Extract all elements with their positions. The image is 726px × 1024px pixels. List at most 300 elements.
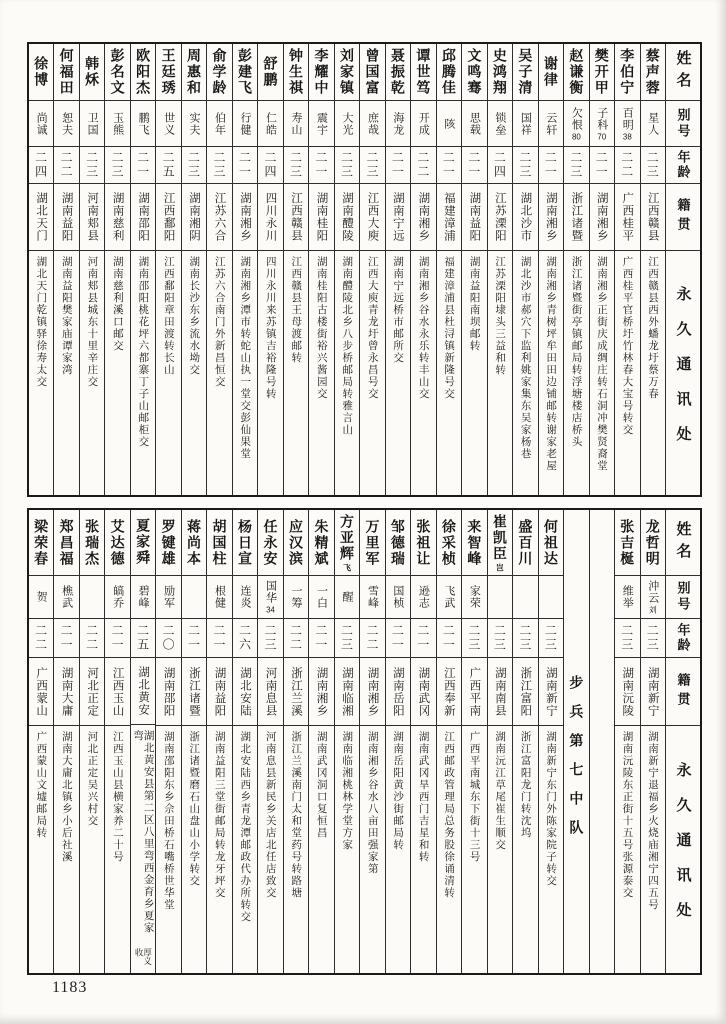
section-label: 步兵第七中队 xyxy=(568,674,585,849)
person-alias-cell xyxy=(80,576,104,619)
person-age-cell: 二一 xyxy=(309,619,333,658)
person-age-cell: 二四 xyxy=(258,147,282,184)
person-alias-text: 思载 xyxy=(468,111,481,136)
person-name-text: 方亚辉 xyxy=(338,513,355,562)
spacer-column xyxy=(589,510,614,973)
person-alias-cell xyxy=(641,101,665,147)
person-native-place-cell: 湖南湘乡 xyxy=(590,184,614,251)
person-address-cell xyxy=(182,251,206,495)
person-native-place-cell: 湖南湘乡 xyxy=(233,184,257,251)
person-name-text: 任永安 xyxy=(262,518,279,567)
person-address-cell xyxy=(615,726,639,973)
person-age-cell: 二一 xyxy=(386,147,410,184)
person-native-place-cell: 湖南临湘 xyxy=(335,658,359,726)
person-native-place-cell: 湖南沅陵 xyxy=(615,658,639,726)
person-address-cell xyxy=(182,726,206,973)
person-address-cell xyxy=(131,725,155,973)
person-alias-note: 70 xyxy=(597,132,607,141)
section-label-column xyxy=(563,510,588,973)
person-alias-text: 皜乔 xyxy=(111,585,124,609)
person-address-cell xyxy=(54,251,78,495)
person-address-text: 江西大庾青龙圩曾永昌号交 xyxy=(366,256,379,400)
person-name-cell xyxy=(615,510,639,576)
person-age-cell: 二三 xyxy=(360,147,384,184)
person-native-place-cell: 江西鄱阳 xyxy=(156,184,180,251)
person-name-text: 史鸿翔 xyxy=(491,48,508,96)
person-native-place-cell: 河北正定 xyxy=(80,658,104,726)
person-alias-cell xyxy=(462,101,486,147)
person-address-cell xyxy=(284,726,308,973)
person-alias-cell xyxy=(615,101,639,147)
person-age-cell: 二一 xyxy=(437,147,461,184)
person-address-cell xyxy=(590,251,614,495)
person-name-cell xyxy=(641,44,665,101)
person-age-cell: 二六 xyxy=(233,619,257,658)
person-native-place-cell: 湖南大庸 xyxy=(54,658,78,726)
person-address-cell xyxy=(80,251,104,495)
person-address-text: 湖南益阳樊家庙谭家湾 xyxy=(60,256,73,376)
person-address-cell xyxy=(105,726,129,973)
person-age-cell: 二三 xyxy=(182,147,206,184)
person-alias-cell xyxy=(309,576,333,619)
person-address-cell xyxy=(488,726,512,973)
person-name-cell xyxy=(437,510,461,576)
person-column xyxy=(538,44,563,495)
person-native-place-cell: 浙江诸暨 xyxy=(564,184,588,251)
person-address-text: 湖南大庸北镇乡小后社溪 xyxy=(60,731,73,863)
person-native-place-cell: 江苏六合 xyxy=(207,184,231,251)
person-alias-text: 根健 xyxy=(213,585,226,609)
person-address-text: 湖南湘乡正街庆成绸庄转石洞冲樊贤裔堂 xyxy=(596,256,609,472)
person-column xyxy=(283,44,308,495)
person-age-cell: 二三 xyxy=(335,147,359,184)
person-alias-text: 欠恨 xyxy=(570,106,583,131)
person-address-text: 湖北黄安县第二区八里弯西金育乡夏家弯 xyxy=(132,730,155,935)
person-name-text: 夏家舜 xyxy=(135,518,152,567)
person-address-text: 浙江诸暨磨石山盘山小学转交 xyxy=(188,731,201,887)
person-address-cell xyxy=(386,726,410,973)
header-name-label: 姓名 xyxy=(666,44,700,101)
person-address-text: 湖南邵阳桃花坪六都寨丁子山邮柜交 xyxy=(137,256,150,448)
person-address-cell xyxy=(233,251,257,495)
person-name-text: 周惠和 xyxy=(186,48,203,96)
person-age-cell: 二〇 xyxy=(156,619,180,658)
person-address-cell xyxy=(284,251,308,495)
person-alias-cell xyxy=(207,576,231,619)
person-native-place-cell: 浙江富阳 xyxy=(513,658,537,726)
person-column xyxy=(308,44,333,495)
person-age-cell: 二一 xyxy=(182,619,206,658)
person-name-text: 彭名文 xyxy=(109,48,126,96)
header-native-label: 籍贯 xyxy=(666,184,700,251)
person-column xyxy=(461,510,486,973)
person-name-text: 崔凯臣 xyxy=(491,513,508,562)
person-name-cell xyxy=(360,510,384,576)
person-column xyxy=(589,44,614,495)
person-name-cell xyxy=(488,510,512,576)
person-alias-text: 恕夫 xyxy=(60,111,73,136)
person-address-text: 湖北沙市郝穴下监利姚家集东吴家杨巷 xyxy=(519,256,532,460)
header-age-label: 年龄 xyxy=(666,147,700,184)
person-native-place-cell: 湖南南县 xyxy=(488,658,512,726)
person-name-text: 张瑞杰 xyxy=(84,518,101,567)
person-alias-text: 星人 xyxy=(646,111,659,136)
person-alias-cell xyxy=(29,101,53,147)
person-alias-cell xyxy=(284,101,308,147)
person-alias-cell xyxy=(284,576,308,619)
person-name-cell xyxy=(564,44,588,101)
person-age-cell: 二一 xyxy=(411,619,435,658)
person-native-place-cell: 湖南邵阳 xyxy=(131,184,155,251)
person-native-place-cell: 江苏溧阳 xyxy=(488,184,512,251)
person-age-cell: 二一 xyxy=(590,147,614,184)
person-name-note: 岂 xyxy=(495,563,504,572)
person-address-cell xyxy=(539,251,563,495)
person-age-cell: 二二 xyxy=(411,147,435,184)
person-age-cell: 二一 xyxy=(131,147,155,184)
person-alias-cell xyxy=(105,576,129,619)
header-alias-label: 别号 xyxy=(666,101,700,147)
person-column xyxy=(614,510,639,973)
person-address-cell xyxy=(411,251,435,495)
person-name-text: 盛百川 xyxy=(517,518,534,567)
person-address-cell xyxy=(335,251,359,495)
person-name-text: 樊开甲 xyxy=(593,48,610,96)
person-age-cell: 二一 xyxy=(386,619,410,658)
person-alias-cell xyxy=(182,576,206,619)
person-alias-text: 百明 xyxy=(621,106,634,131)
person-alias-text: 寿山 xyxy=(289,111,302,136)
person-column xyxy=(436,44,461,495)
person-name-text: 梁荣春 xyxy=(33,518,50,567)
person-name-text: 张祖让 xyxy=(415,518,432,567)
person-address-cell xyxy=(513,251,537,495)
person-column xyxy=(257,510,282,973)
person-name-text: 刘家镇 xyxy=(338,48,355,96)
person-address-cell xyxy=(207,251,231,495)
person-native-place-cell: 浙江诸暨 xyxy=(182,658,206,726)
person-name-text: 朱精斌 xyxy=(313,518,330,567)
person-address-text: 广西桂平官桥圩竹林春大宝号转交 xyxy=(621,256,634,436)
person-age-cell: 二三 xyxy=(564,147,588,184)
person-native-place-cell: 广西平南 xyxy=(462,658,486,726)
person-address-text: 江西玉山县横家养二十号 xyxy=(111,731,124,863)
person-name-cell xyxy=(335,510,359,576)
person-alias-text: 震宇 xyxy=(315,111,328,136)
person-address-text: 河北正定吴兴村交 xyxy=(86,731,99,827)
person-column xyxy=(29,510,53,973)
person-address-cell xyxy=(437,726,461,973)
person-age-cell: 二三 xyxy=(462,619,486,658)
person-name-cell xyxy=(615,44,639,101)
person-address-text: 江西赣县西外蟠龙圩蔡万春 xyxy=(647,256,660,400)
person-column xyxy=(104,510,129,973)
person-column xyxy=(155,510,180,973)
person-address-text: 湖南慈利溪口邮交 xyxy=(111,256,124,352)
person-column xyxy=(385,510,410,973)
person-native-place-cell: 湖南新宁 xyxy=(641,658,665,726)
person-age-cell: 二一 xyxy=(539,147,563,184)
person-alias-text: 锁垒 xyxy=(493,111,506,136)
person-column xyxy=(130,510,155,973)
person-alias-cell xyxy=(54,101,78,147)
person-column xyxy=(104,44,129,495)
person-native-place-cell: 浙江兰溪 xyxy=(284,658,308,726)
person-name-text: 吴子清 xyxy=(517,48,534,96)
person-alias-cell xyxy=(386,576,410,619)
person-alias-text: 开成 xyxy=(417,111,430,136)
person-column xyxy=(640,510,665,973)
person-name-text: 李伯宁 xyxy=(619,48,636,96)
person-column xyxy=(206,510,231,973)
person-name-cell xyxy=(513,510,537,576)
person-column xyxy=(232,510,257,973)
person-column xyxy=(206,44,231,495)
person-column xyxy=(79,44,104,495)
person-native-place-cell: 广西蒙山 xyxy=(29,658,53,726)
person-alias-cell xyxy=(233,576,257,619)
person-alias-text: 醒 xyxy=(340,591,353,603)
person-age-cell: 二三 xyxy=(488,619,512,658)
person-address-text: 福建漳浦县杜浔镇新隆号交 xyxy=(443,256,456,400)
person-age-cell: 二二 xyxy=(80,619,104,658)
person-alias-text: 励军 xyxy=(162,585,175,609)
person-name-text: 张吉梴 xyxy=(619,518,636,567)
person-name-text: 万里军 xyxy=(364,518,381,567)
header-name-label: 姓名 xyxy=(666,510,700,576)
person-native-place-cell: 江西大庾 xyxy=(360,184,384,251)
person-alias-text: 沖云 xyxy=(646,580,659,604)
person-name-cell xyxy=(386,44,410,101)
person-name-cell xyxy=(156,44,180,101)
person-alias-cell xyxy=(411,101,435,147)
person-address-text: 河南郏县城东十里辛庄交 xyxy=(86,256,99,388)
person-address-text: 湖南湘乡谷水永乐转丰山交 xyxy=(417,256,430,400)
person-address-note: 厚义收 xyxy=(134,947,153,965)
person-alias-text: 国祥 xyxy=(519,111,532,136)
person-column xyxy=(410,44,435,495)
person-name-cell xyxy=(258,510,282,576)
person-age-cell: 二一 xyxy=(462,147,486,184)
person-alias-text: 尚诚 xyxy=(35,111,48,136)
person-age-cell: 二二 xyxy=(29,619,53,658)
person-alias-text: 海龙 xyxy=(391,111,404,136)
person-address-text: 河南息县新民乡关店北任店致交 xyxy=(264,731,277,899)
person-age-cell: 二一 xyxy=(207,619,231,658)
person-name-cell xyxy=(641,510,665,576)
person-name-cell xyxy=(54,44,78,101)
person-name-cell xyxy=(411,44,435,101)
person-address-cell xyxy=(360,726,384,973)
person-address-cell xyxy=(641,251,665,495)
person-native-place-cell: 江西赣县 xyxy=(641,184,665,251)
person-alias-text: 大光 xyxy=(340,111,353,136)
person-address-text: 广西蒙山文墟邮局转 xyxy=(35,731,48,839)
person-alias-text: 一筹 xyxy=(289,585,302,609)
person-alias-text: 飞武 xyxy=(442,585,455,609)
person-column xyxy=(283,510,308,973)
person-address-text: 湖南桂阳古楼街裕兴酱园交 xyxy=(315,256,328,400)
person-native-place-cell: 湖南岳阳 xyxy=(386,658,410,726)
person-address-cell xyxy=(207,726,231,973)
person-address-cell xyxy=(233,726,257,973)
person-column xyxy=(308,510,333,973)
person-name-cell xyxy=(131,510,155,576)
person-native-place-cell: 湖南宁远 xyxy=(386,184,410,251)
person-name-cell xyxy=(539,510,563,576)
person-alias-cell xyxy=(131,576,155,619)
person-alias-cell xyxy=(539,576,563,619)
person-alias-text: 逊志 xyxy=(417,585,430,609)
person-name-cell xyxy=(411,510,435,576)
person-column xyxy=(334,510,359,973)
person-address-text: 湖北天门乾镇驿徐寿太交 xyxy=(35,256,48,388)
person-name-text: 彭建飞 xyxy=(237,48,254,96)
person-alias-cell xyxy=(80,101,104,147)
person-alias-cell xyxy=(615,576,639,619)
person-alias-text: 云轩 xyxy=(544,111,557,136)
person-address-cell xyxy=(462,726,486,973)
person-name-text: 钟生祺 xyxy=(287,48,304,96)
person-age-cell: 二三 xyxy=(641,619,665,658)
person-age-cell: 二一 xyxy=(54,619,78,658)
person-name-cell xyxy=(360,44,384,101)
person-column xyxy=(29,44,53,495)
person-address-text: 湖南长沙东乡流水坳交 xyxy=(188,256,201,376)
table-header-column xyxy=(665,510,700,973)
person-address-cell xyxy=(156,251,180,495)
person-alias-cell xyxy=(641,576,665,619)
person-name-cell xyxy=(386,510,410,576)
person-name-cell xyxy=(258,44,282,101)
person-address-text: 浙江诸暨街亭镇邮局转浮塘楼店桥头 xyxy=(570,256,583,448)
person-alias-text: 子科 xyxy=(595,106,608,131)
person-address-cell xyxy=(156,726,180,973)
person-name-cell xyxy=(513,44,537,101)
person-address-cell xyxy=(54,726,78,973)
person-address-cell xyxy=(437,251,461,495)
person-age-cell: 二三 xyxy=(80,147,104,184)
person-column xyxy=(359,44,384,495)
person-name-text: 胡国柱 xyxy=(211,518,228,567)
person-name-cell xyxy=(105,44,129,101)
person-age-cell: 二三 xyxy=(105,147,129,184)
person-address-cell xyxy=(564,251,588,495)
directory-table-bottom xyxy=(27,508,702,975)
person-column xyxy=(512,510,537,973)
person-alias-cell xyxy=(233,101,257,147)
person-address-cell xyxy=(539,726,563,973)
person-alias-cell xyxy=(156,576,180,619)
person-address-text: 江苏溧阳埭头三益和转 xyxy=(494,256,507,376)
person-column xyxy=(640,44,665,495)
person-alias-text: 樵武 xyxy=(60,585,73,609)
person-name-text: 邱腾佳 xyxy=(440,48,457,96)
person-name-text: 俞学龄 xyxy=(211,48,228,96)
person-age-cell: 二二 xyxy=(615,147,639,184)
person-alias-note: 34 xyxy=(266,606,275,614)
header-alias-label: 别号 xyxy=(666,576,700,619)
person-alias-text: 国桢 xyxy=(391,585,404,609)
person-native-place-cell: 湖南益阳 xyxy=(54,184,78,251)
person-age-cell: 二三 xyxy=(258,619,282,658)
person-name-cell xyxy=(462,510,486,576)
person-alias-cell xyxy=(207,101,231,147)
person-native-place-cell: 湖北黄安 xyxy=(131,658,155,726)
person-address-text: 湖南武冈洞口复恒昌 xyxy=(315,731,328,839)
person-alias-cell xyxy=(54,576,78,619)
header-age-label: 年龄 xyxy=(666,619,700,658)
person-column xyxy=(512,44,537,495)
person-alias-cell xyxy=(360,101,384,147)
person-native-place-cell: 福建漳浦 xyxy=(437,184,461,251)
person-address-cell xyxy=(80,726,104,973)
person-name-cell xyxy=(131,44,155,101)
person-name-text: 聂振乾 xyxy=(389,48,406,96)
person-address-text: 江西邮政管理局总务股徐诵清转 xyxy=(443,731,456,899)
person-alias-cell xyxy=(105,101,129,147)
person-native-place-cell: 湖南湘阴 xyxy=(182,184,206,251)
person-name-text: 蔡声蓉 xyxy=(644,48,661,96)
person-address-cell xyxy=(462,251,486,495)
person-native-place-cell: 湖南慈利 xyxy=(105,184,129,251)
person-native-place-cell: 湖南桂阳 xyxy=(309,184,333,251)
person-address-cell xyxy=(258,251,282,495)
person-alias-cell xyxy=(513,101,537,147)
person-age-cell: 二三 xyxy=(207,147,231,184)
person-age-cell: 二四 xyxy=(29,147,53,184)
person-column xyxy=(181,510,206,973)
person-address-text: 江西鄱阳章田渡转长山 xyxy=(162,256,175,376)
person-native-place-cell: 湖北沙市 xyxy=(513,184,537,251)
person-age-cell: 二一 xyxy=(309,147,333,184)
person-column xyxy=(155,44,180,495)
person-name-cell xyxy=(309,44,333,101)
header-address-label: 永久通讯处 xyxy=(674,762,692,937)
person-alias-text: 一白 xyxy=(315,585,328,609)
person-column xyxy=(53,510,78,973)
person-address-cell xyxy=(386,251,410,495)
person-name-cell xyxy=(54,510,78,576)
person-name-cell xyxy=(182,510,206,576)
person-alias-cell xyxy=(590,101,614,147)
person-alias-cell xyxy=(335,576,359,619)
person-name-text: 欧阳杰 xyxy=(135,48,152,96)
person-alias-note: 38 xyxy=(622,132,632,141)
person-address-text: 湖南醴陵北乡八步桥邮局转雅言山 xyxy=(341,256,354,436)
person-name-cell xyxy=(284,510,308,576)
person-native-place-cell: 河南息县 xyxy=(258,658,282,726)
person-alias-text: 国华 xyxy=(264,580,277,604)
person-name-text: 龙哲明 xyxy=(644,518,661,567)
person-native-place-cell: 湖南新宁 xyxy=(539,658,563,726)
person-address-cell xyxy=(360,251,384,495)
person-alias-text: 陔 xyxy=(442,117,455,130)
person-name-cell xyxy=(80,44,104,101)
person-address-cell xyxy=(335,726,359,973)
table-header-column xyxy=(665,44,700,495)
person-alias-cell xyxy=(513,576,537,619)
header-native-label: 籍贯 xyxy=(666,658,700,726)
person-column xyxy=(487,44,512,495)
person-column xyxy=(130,44,155,495)
person-name-cell xyxy=(207,510,231,576)
person-column xyxy=(410,510,435,973)
person-native-place-cell: 江西奉新 xyxy=(437,658,461,726)
person-native-place-cell: 湖南益阳 xyxy=(462,184,486,251)
person-alias-cell xyxy=(462,576,486,619)
person-name-text: 赵谦衡 xyxy=(568,48,585,96)
